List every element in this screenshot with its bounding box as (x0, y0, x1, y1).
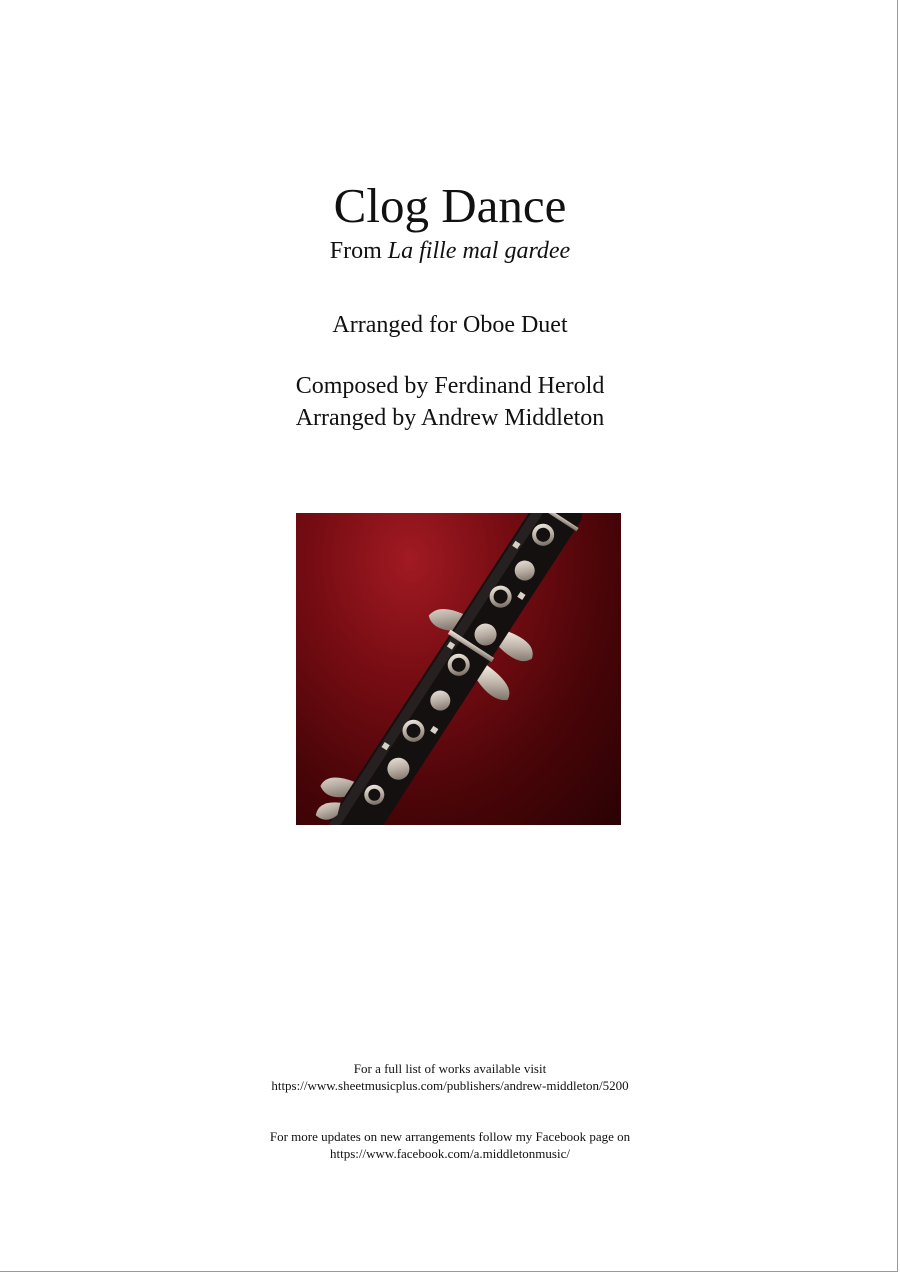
credits (0, 370, 900, 434)
facebook-text: For more updates on new arrangements follow my Facebook page on (269, 1129, 631, 1144)
works-text: For a full list of works available visit (353, 1061, 547, 1076)
composer-credit: Composed by Ferdinand Herold (295, 373, 605, 399)
works-link[interactable]: https://www.sheetmusicplus.com/publishers/andrew-middleton/5200 (271, 1078, 629, 1093)
arranger-credit: Arranged by Andrew Middleton (295, 405, 605, 431)
facebook-link[interactable]: https://www.facebook.com/a.middletonmusic/ (330, 1146, 570, 1161)
instrumentation: Arranged for Oboe Duet (332, 312, 568, 338)
page-title: Clog Dance (333, 178, 567, 233)
facebook-notice (0, 1128, 900, 1162)
subtitle (0, 236, 900, 266)
oboe-icon (296, 513, 621, 825)
works-notice (0, 1060, 900, 1094)
subtitle-prefix: From (329, 238, 382, 264)
subtitle-work: La fille mal gardee (387, 238, 571, 264)
oboe-cover-image (296, 513, 621, 825)
